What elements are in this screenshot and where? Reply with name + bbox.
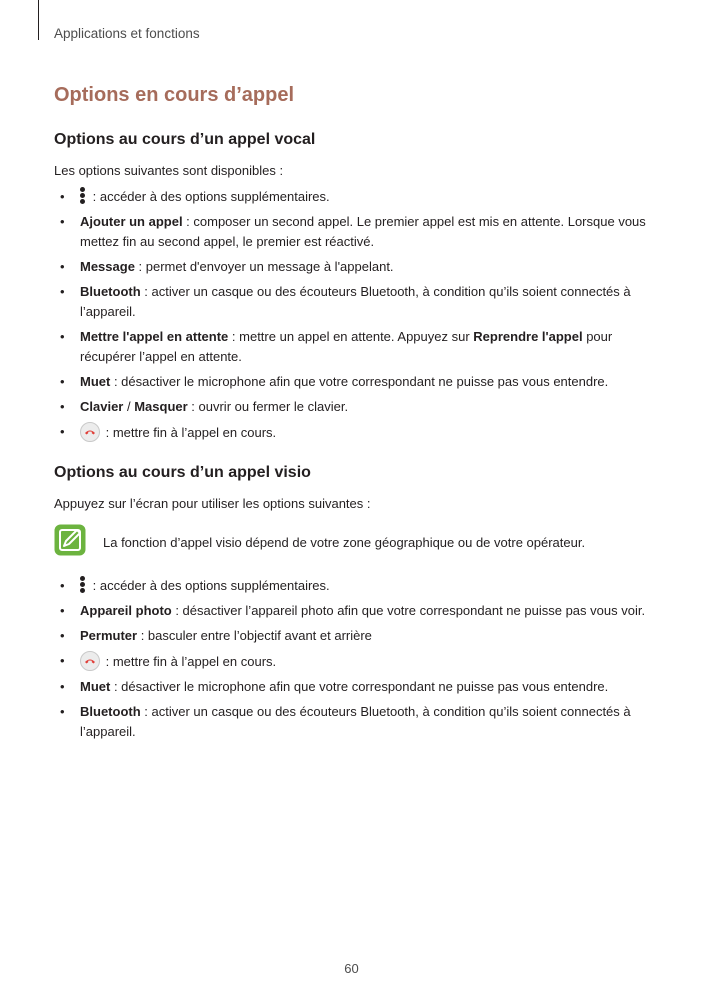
bullet: • <box>60 189 65 204</box>
bullet: • <box>60 329 65 344</box>
note-text: La fonction d’appel visio dépend de votre zone géographique ou de votre opérateur. <box>103 535 586 550</box>
header-rule <box>38 0 39 40</box>
option-term: Reprendre l'appel <box>473 329 583 344</box>
option-term: Permuter <box>80 628 138 643</box>
voice-call-intro: Les options suivantes sont disponibles : <box>54 163 284 178</box>
list-item: • : mettre fin à l’appel en cours. <box>60 653 277 669</box>
list-item: • Permuter : basculer entre l’objectif avant et arrière <box>54 626 654 646</box>
option-term: Appareil photo <box>80 603 172 618</box>
option-term: Message <box>80 259 135 274</box>
bullet: • <box>60 653 65 668</box>
option-term: Clavier <box>80 399 124 414</box>
page-number: 60 <box>344 961 359 976</box>
option-term: Bluetooth <box>80 284 141 299</box>
list-item: • : accéder à des options supplémentaires. <box>54 576 654 596</box>
bullet: • <box>60 704 65 719</box>
voice-call-title: Options au cours d’un appel vocal <box>54 131 316 148</box>
bullet: • <box>60 424 65 439</box>
list-item: • : mettre fin à l’appel en cours. <box>60 424 277 440</box>
video-call-intro: Appuyez sur l’écran pour utiliser les options suivantes : <box>54 496 371 511</box>
video-options-list <box>54 576 654 747</box>
bullet: • <box>60 374 65 389</box>
note-icon <box>54 524 86 556</box>
option-term: Muet <box>80 374 111 389</box>
list-item: • Clavier / Masquer : ouvrir ou fermer le clavier. <box>54 397 654 417</box>
option-term: Mettre l'appel en attente <box>80 329 229 344</box>
list-item: • Mettre l'appel en attente : mettre un appel en attente. Appuyez sur Reprendre l'appel pour récupérer l’appel en attente. <box>60 329 613 364</box>
more-options-icon <box>80 187 86 205</box>
voice-options-list <box>54 187 654 448</box>
list-item: • : accéder à des options supplémentaires. <box>54 187 654 207</box>
bullet: • <box>60 628 65 643</box>
bullet: • <box>60 284 65 299</box>
list-item: • Appareil photo : désactiver l’appareil photo afin que votre correspondant ne puisse pas vous voir. <box>54 601 654 621</box>
option-term: Muet <box>80 679 111 694</box>
option-term: Masquer <box>134 399 188 414</box>
more-options-icon <box>80 576 86 594</box>
list-item: • Muet : désactiver le microphone afin que votre correspondant ne puisse pas vous entendre. <box>54 372 654 392</box>
list-item: • Bluetooth : activer un casque ou des écouteurs Bluetooth, à condition qu’ils soient connectés à l’appareil. <box>60 704 631 739</box>
bullet: • <box>60 399 65 414</box>
option-term: Ajouter un appel <box>80 214 183 229</box>
list-item: • Muet : désactiver le microphone afin que votre correspondant ne puisse pas vous entendre. <box>54 677 654 697</box>
running-header: Applications et fonctions <box>54 26 200 41</box>
list-item: • Message : permet d'envoyer un message à l'appelant. <box>54 257 654 277</box>
list-item: • Bluetooth : activer un casque ou des écouteurs Bluetooth, à condition qu’ils soient connectés à l’appareil. <box>60 284 631 319</box>
bullet: • <box>60 679 65 694</box>
bullet: • <box>60 603 65 618</box>
bullet: • <box>60 259 65 274</box>
list-item: • Ajouter un appel : composer un second appel. Le premier appel est mis en attente. Lorsque vous mettez fin au second appel, le premier est réactivé. <box>60 214 646 249</box>
section-title: Options en cours d’appel <box>54 84 295 106</box>
end-call-icon <box>80 651 100 671</box>
option-term: Bluetooth <box>80 704 141 719</box>
bullet: • <box>60 578 65 593</box>
end-call-icon <box>80 422 100 442</box>
video-call-title: Options au cours d’un appel visio <box>54 464 311 481</box>
bullet: • <box>60 214 65 229</box>
